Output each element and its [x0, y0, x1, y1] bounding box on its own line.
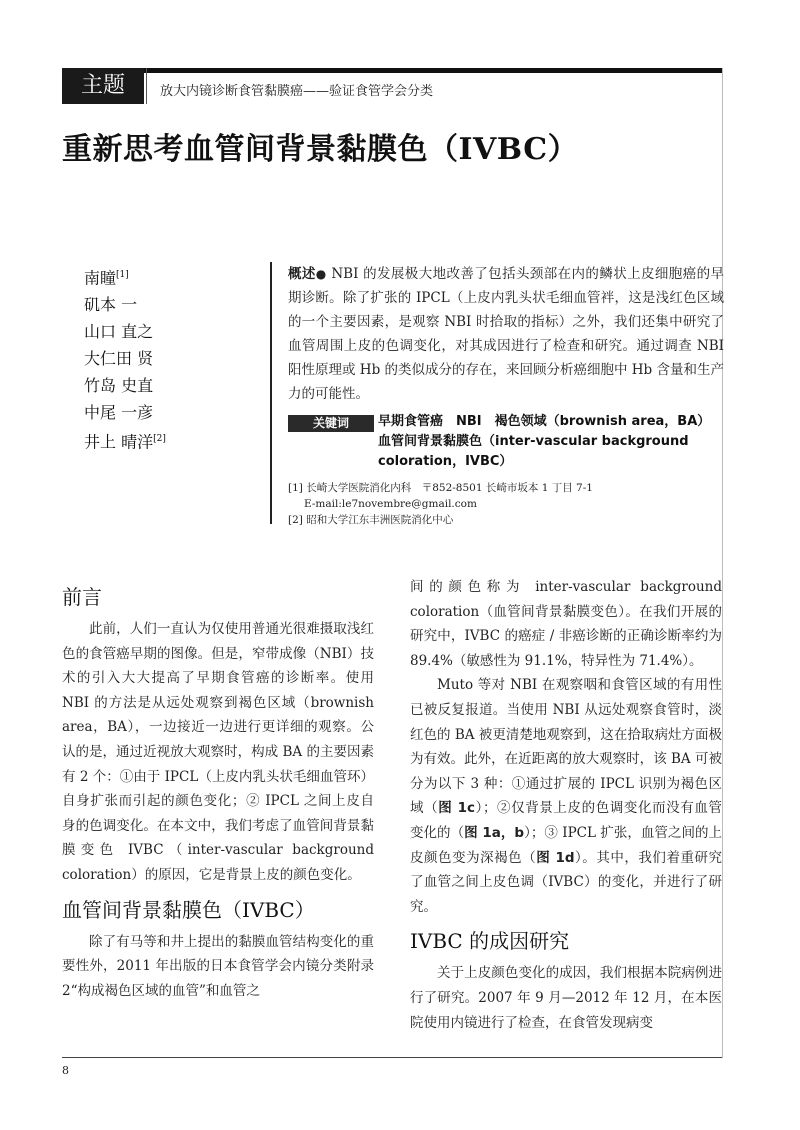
keywords — [378, 412, 724, 472]
paragraph-intro: 此前，人们一直认为仅使用普通光很难摄取浅红色的食管癌早期的图像。但是，窄带成像（NBI）技术的引入大大提高了早期食管癌的诊断率。使用 NBI 的方法是从远处观察到褐色区域（brownish area，BA），一边接近一边进行更详细的观察。公认的是，通过近视放大观察时，构成 BA 的主要因素有 2 个：①由于 IPCL（上皮内乳头状毛细血管环）自身扩张而引起的颜色变化；② IPCL 之间上皮自身的色调变化。在本文中，我们考虑了血管间背景黏膜变色 IVBC（inter-vascular background coloration）的原因，它是背景上皮的颜色变化。 — [62, 621, 374, 883]
footer-rule — [62, 1057, 722, 1058]
left-column — [62, 575, 374, 1003]
author: 竹岛 史直 — [84, 376, 154, 396]
right-column — [410, 575, 722, 1035]
abstract — [288, 262, 724, 406]
keywords-label: 关键词 — [288, 415, 374, 432]
series-title: 放大内镜诊断食管黏膜癌——验证食管学会分类 — [160, 84, 434, 99]
abstract-rule — [270, 262, 272, 524]
keywords-line: 早期食管癌 NBI 褐色领域（brownish area，BA） — [378, 414, 711, 429]
heading-cause: IVBC 的成因研究 — [410, 929, 570, 954]
keywords-line: 血管间背景黏膜色（inter-vascular background — [378, 434, 689, 449]
email-line: E-mail:le7novembre@gmail.com — [304, 498, 477, 510]
author: 南瞳[1] — [84, 268, 129, 288]
keywords-line: coloration，IVBC） — [378, 454, 513, 469]
figure-ref: 图 1a，b — [464, 824, 525, 841]
paragraph-cause: 关于上皮颜色变化的成因，我们根据本院病例进行了研究。2007 年 9 月—2012 年 12 月，在本医院使用内镜进行了检查，在食管发现病变 — [410, 965, 722, 1031]
page-edge-rule — [722, 68, 723, 1058]
article-title: 重新思考血管间背景黏膜色（IVBC） — [62, 132, 579, 167]
author: 大仁田 贤 — [84, 349, 154, 369]
author: 中尾 一彦 — [84, 403, 154, 423]
header-rule — [62, 68, 722, 73]
author: 矶本 一 — [84, 295, 138, 315]
page-number: 8 — [62, 1064, 69, 1077]
author: 山口 直之 — [84, 322, 154, 342]
paragraph-continued: 间的颜色称为 inter-vascular background coloration（血管间背景黏膜变色）。在我们开展的研究中，IVBC 的癌症 / 非癌诊断的正确诊断率约为 89.4%（敏感性为 91.1%，特异性为 71.4%）。 — [410, 579, 722, 669]
abstract-lead: 概述 — [288, 266, 316, 282]
author-list — [84, 262, 166, 456]
figure-ref: 图 1c — [438, 800, 475, 817]
heading-ivbc: 血管间背景黏膜色（IVBC） — [62, 897, 315, 922]
affiliation-line: [2] 昭和大学江东丰洲医院消化中心 — [288, 514, 454, 526]
author: 井上 晴洋[2] — [84, 432, 166, 452]
header-divider — [146, 68, 147, 104]
abstract-bullet: ● — [315, 267, 327, 281]
affiliations — [288, 480, 593, 528]
heading-intro: 前言 — [62, 585, 102, 609]
abstract-text: NBI 的发展极大地改善了包括头颈部在内的鳞状上皮细胞癌的早期诊断。除了扩张的 IPCL（上皮内乳头状毛细血管袢，这是浅红色区域的一个主要因素，是观察 NBI 时拾取的指标）之外，我们还集中研究了血管周围上皮的色调变化，对其成因进行了检查和研究。通过调查 NBI 阳性原理或 Hb 的类似成分的存在，来回顾分析癌细胞中 Hb 含量和生产力的可能性。 — [288, 266, 724, 402]
figure-ref: 图 1d — [536, 849, 575, 866]
section-label: 主题 — [62, 68, 144, 104]
paragraph-muto: Muto 等对 NBI 在观察咽和食管区域的有用性已被反复报道。当使用 NBI 从远处观察食管时，淡红色的 BA 被更清楚地观察到，这在拾取病灶方面极为有效。此外，在近距离的放大观察时，该 BA 可被分为以下 3 种：①通过扩展的 IPCL 识别为褐色区域（图 1c）；②仅背景上皮的色调变化而没有血管变化的（图 1a，b）；③ IPCL 扩张，血管之间的上皮颜色变为深褐色（图 1d）。其中，我们着重研究了血管之间上皮色调（IVBC）的变化，并进行了研究。 — [410, 677, 723, 915]
paragraph-ivbc: 除了有马等和井上提出的黏膜血管结构变化的重要性外，2011 年出版的日本食管学会内镜分类附录 2“构成褐色区域的血管”和血管之 — [62, 933, 374, 999]
affiliation-line: [1] 长崎大学医院消化内科 〒852-8501 长崎市坂本 1 丁目 7-1 — [288, 482, 593, 494]
